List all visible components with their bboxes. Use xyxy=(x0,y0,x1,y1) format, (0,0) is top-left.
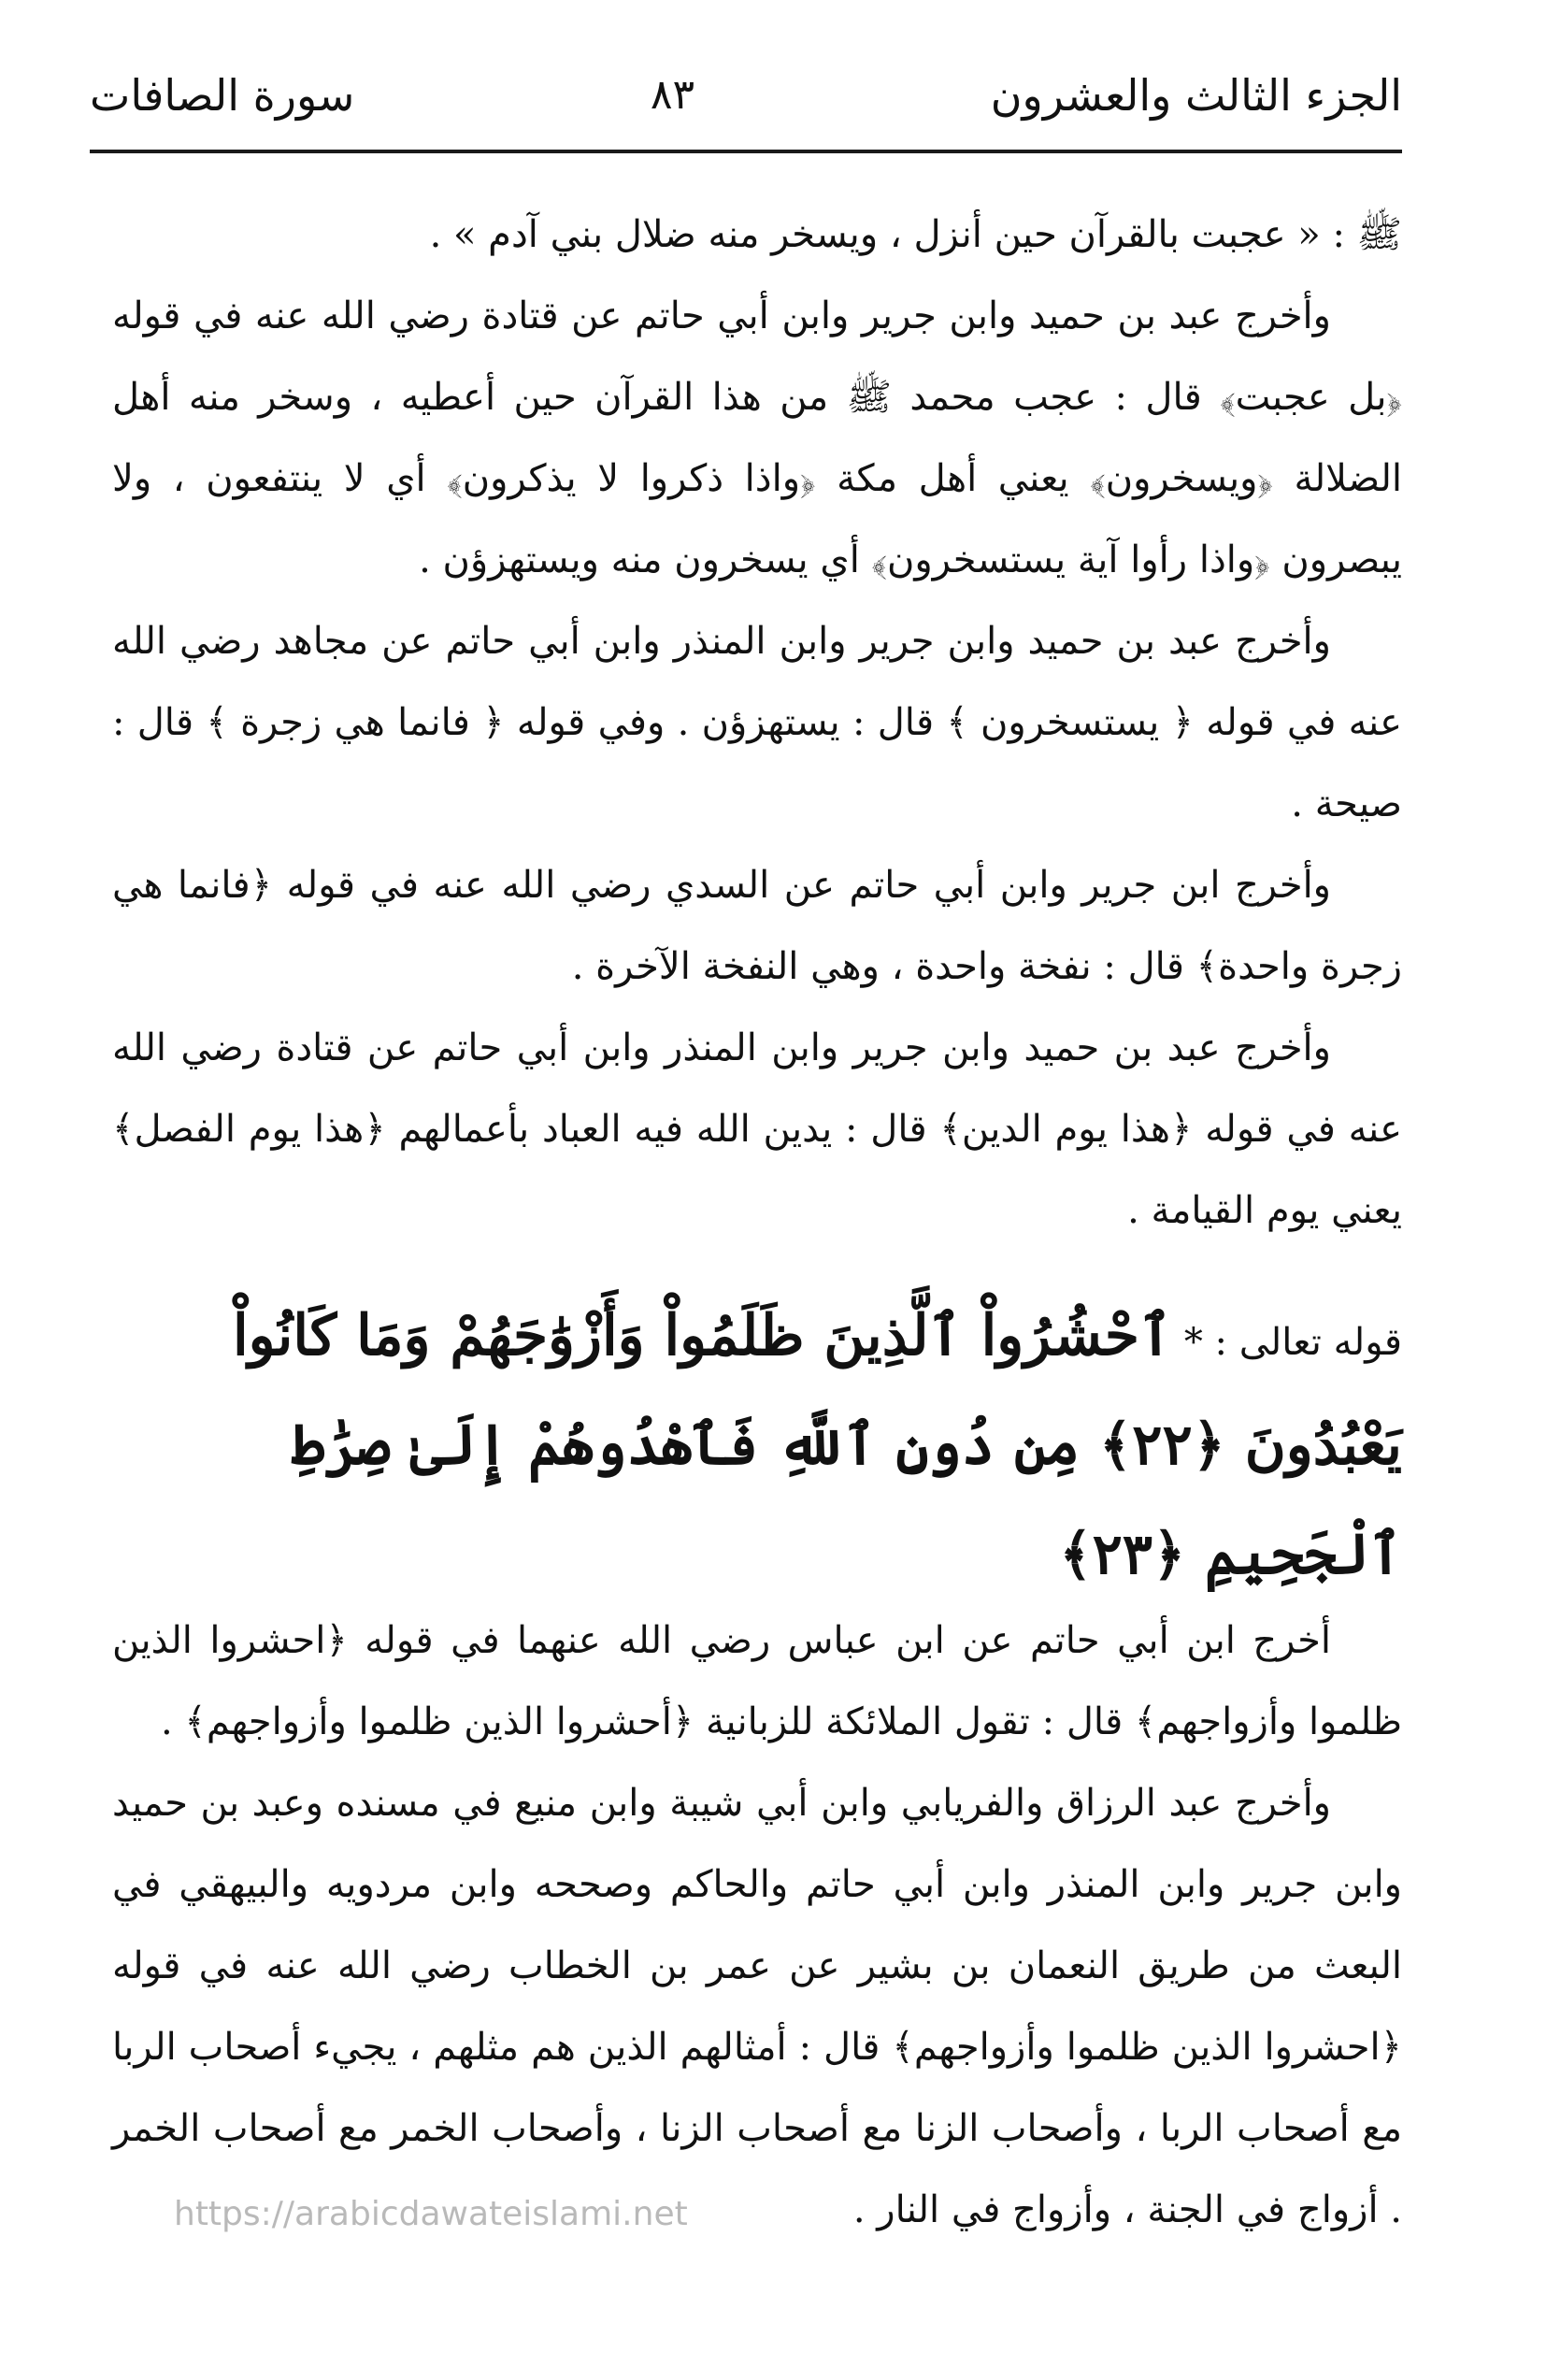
paragraph: وأخرج ابن جرير وابن أبي حاتم عن السدي رضي الله عنه في قوله ﴿فانما هي زجرة واحدة﴾ قال : نفخة واحدة ، وهي النفخة الآخرة . xyxy=(112,864,1402,988)
commentary-section-2 xyxy=(112,1600,1402,2251)
page-number: ٨٣ xyxy=(650,71,695,119)
commentary-section-1 xyxy=(112,194,1402,1252)
page-header xyxy=(90,58,1402,133)
paragraph: وأخرج عبد الرزاق والفريابي وابن أبي شيبة وابن منيع في مسنده وعبد بن حميد وابن جرير وابن المنذر وابن أبي حاتم والحاكم وصححه وابن مردويه والبيهقي في البعث من طريق النعمان بن بشير عن عمر بن الخطاب رضي الله عنه في قوله ﴿احشروا الذين ظلموا وأزواجهم﴾ قال : أمثالهم الذين هم مثلهم ، يجيء أصحاب الربا مع أصحاب الربا ، وأصحاب الزنا مع أصحاب الزنا ، وأصحاب الخمر مع أصحاب الخمر . أزواج في الجنة ، وأزواج في النار . xyxy=(112,1782,1402,2231)
quran-verse-text: ٱحْشُرُواْ ٱلَّذِينَ ظَلَمُواْ وَأَزْوَٰجَهُمْ وَمَا كَانُواْ يَعْبُدُونَ ﴿٢٢﴾ مِن دُونِ ٱللَّهِ فَٱهْدُوهُمْ إِلَىٰ صِرَٰطِ ٱلْجَحِيمِ ﴿٢٣﴾ xyxy=(232,1303,1402,1587)
part-title: الجزء الثالث والعشرون xyxy=(990,70,1402,121)
watermark-url: https://arabicdawateislami.net xyxy=(174,2195,688,2233)
paragraph: ﷺ : « عجبت بالقرآن حين أنزل ، ويسخر منه ضلال بني آدم » . xyxy=(429,213,1402,256)
surah-title: سورة الصافات xyxy=(90,70,355,121)
quran-verse-block xyxy=(112,1284,1402,1613)
paragraph: وأخرج عبد بن حميد وابن جرير وابن أبي حاتم عن قتادة رضي الله عنه في قوله ﴿بل عجبت﴾ قال : عجب محمد ﷺ من هذا القرآن حين أعطيه ، وسخر منه أهل الضلالة ﴿ويسخرون﴾ يعني أهل مكة ﴿واذا ذكروا لا يذكرون﴾ أي لا ينتفعون ، ولا يبصرون ﴿واذا رأوا آية يستسخرون﴾ أي يسخرون منه ويستهزؤن . xyxy=(112,294,1402,581)
paragraph: وأخرج عبد بن حميد وابن جرير وابن المنذر وابن أبي حاتم عن مجاهد رضي الله عنه في قوله ﴿ يستسخرون ﴾ قال : يستهزؤن . وفي قوله ﴿ فانما هي زجرة ﴾ قال : صيحة . xyxy=(112,620,1402,825)
header-rule xyxy=(90,150,1402,153)
verse-intro: قوله تعالى : * xyxy=(1183,1321,1402,1364)
paragraph: أخرج ابن أبي حاتم عن ابن عباس رضي الله عنهما في قوله ﴿احشروا الذين ظلموا وأزواجهم﴾ قال : تقول الملائكة للزبانية ﴿أحشروا الذين ظلموا وأزواجهم﴾ . xyxy=(112,1619,1402,1743)
paragraph: وأخرج عبد بن حميد وابن جرير وابن المنذر وابن أبي حاتم عن قتادة رضي الله عنه في قوله ﴿هذا يوم الدين﴾ قال : يدين الله فيه العباد بأعمالهم ﴿هذا يوم الفصل﴾ يعني يوم القيامة . xyxy=(112,1026,1402,1232)
